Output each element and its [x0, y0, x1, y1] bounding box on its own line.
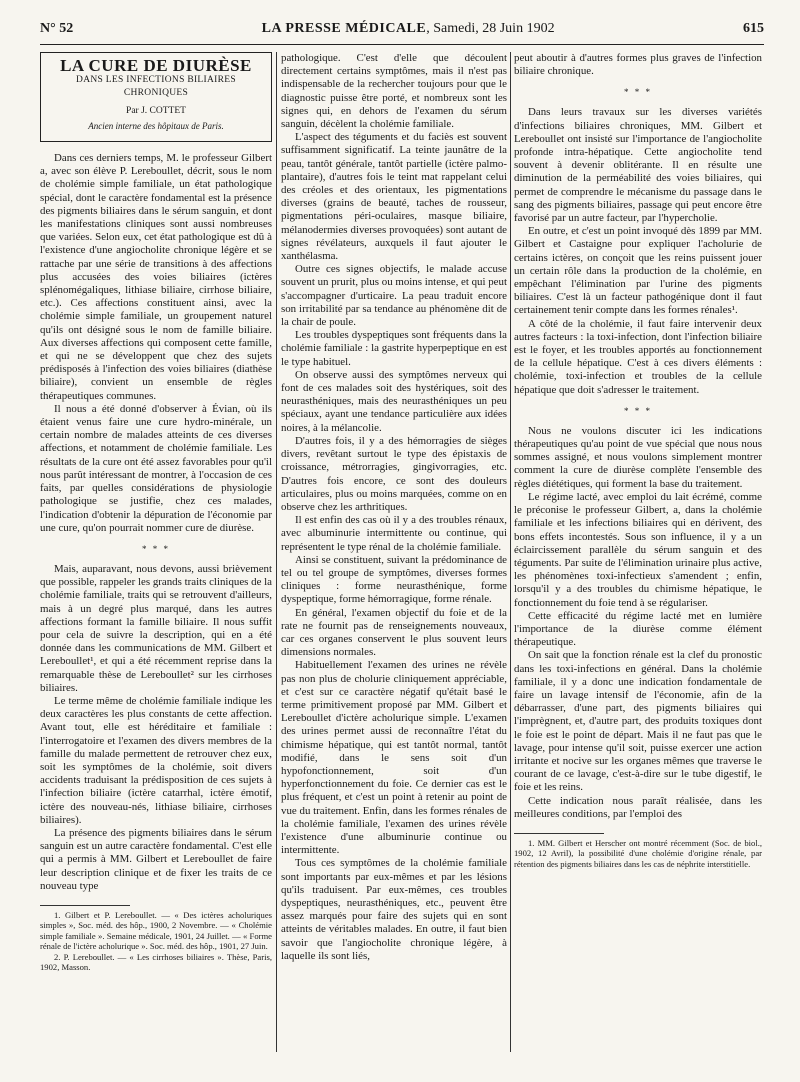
paragraph: La présence des pigments biliaires dans le sérum sanguin est un autre caractère fondamental. C'est elle qui a permis à MM. Gilbert et Lereboullet de faire leur description clinique et de fixer les traits de ce nouveau type — [40, 826, 272, 892]
paragraph: En outre, et c'est un point invoqué dès 1899 par MM. Gilbert et Castaigne pour expliquer l'acholurie de certains ictères, on conçoit que les reins puissent jouer un certain rôle dans la production de la cholémie, en empêchant l'élimination par l'urine des pigments biliaires. C'est là un facteur pathogénique dont il faut certainement tenir compte dans les formes rénales¹. — [514, 225, 762, 317]
paragraph: Cette efficacité du régime lacté met en lumière l'importance de la diurèse comme élément thérapeutique. — [514, 609, 762, 649]
page-header — [40, 14, 764, 45]
section-separator: * * * — [142, 543, 170, 554]
footnote: 1. MM. Gilbert et Herscher ont montré récemment (Soc. de biol., 1902, 12 Avril), la possibilité d'une cholémie d'origine rénale, par rétention des pigments biliaires dans les cas de néphrite interstitielle. — [514, 837, 762, 869]
footnote: 1. Gilbert et P. Lereboullet. — « Des ictères acholuriques simples », Soc. méd. des hôp., 1900, 2 Novembre. — « Cholémie simple familiale ». Semaine médicale, 1901, 24 Juillet. — « Forme rénale de l'ictère acholurique ». Soc. méd. des hôp., 1901, 27 Juin. — [40, 909, 272, 952]
paragraph: Habituellement l'examen des urines ne révèle pas non plus de cholurie cliniquement appréciable, et c'est sur ce caractère négatif qu'était basé le terme primitivement proposé par MM. Gilbert et Lereboullet d'ictère acholurique simple. L'examen des urines permet aussi de reconnaître l'état du chimisme hépatique, qui est tantôt normal, tantôt modifié, dans le sens soit d'un hypofonctionnement, soit d'un hyperfonctionnement du foie. Ce dernier cas est le plus fréquent, et c'est un point à retenir au point de vue du traitement. Enfin, dans les formes rénales de la cholémie familiale, l'examen des urines révèle l'existence d'une albuminurie continue ou intermittente. — [281, 659, 507, 857]
column-1 — [40, 52, 272, 972]
footnote-rule — [40, 905, 130, 906]
section-separator: * * * — [624, 87, 652, 98]
section-separator: * * * — [624, 405, 652, 416]
article-title: LA CURE DE DIURÈSE — [60, 56, 252, 75]
paragraph: Tous ces symptômes de la cholémie familiale sont importants par eux-mêmes et par les lésions qu'ils traduisent. Par eux-mêmes, ces troubles dyspeptiques, neurasthéniques, etc., peuvent être assez marqués pour faire des sujets qui en sont atteints de véritables malades. En outre, il faut bien savoir que l'angiocholite chronique légère, à laquelle ils sont liés, — [281, 857, 507, 962]
paragraph: Outre ces signes objectifs, le malade accuse souvent un prurit, plus ou moins intense, et qui peut s'accompagner d'urticaire. La peau traduit encore son irritabilité par sa tendance au phénomène dit de la chair de poule. — [281, 263, 507, 329]
paragraph: On sait que la fonction rénale est la clef du pronostic dans les toxi-infections en général. Dans la cholémie familiale, il y a donc une indication fondamentale de faire un lavage intensif de l'économie, afin de la débarrasser, d'une part, des pigments biliaires qui l'imprègnent, et, d'autre part, des produits toxiques dont le foie est le point de départ. Mais il ne faut pas que le lavage, pour intense qu'il soit, puisse exercer une action irritante et nocive sur les organes mêmes que traverse le courant de ce lavage, c'est-à-dire sur le tube digestif, le foie et les reins. — [514, 649, 762, 794]
paragraph: Dans ces derniers temps, M. le professeur Gilbert a, avec son élève P. Lereboullet, décrit, sous le nom de cholémie simple familiale, un état pathologique spécial, dont le caractère fondamental est la présence des pigments biliaires dans le sérum sanguin, et dont les manifestations cliniques sont aussi nombreuses que variées. Selon eux, cet état pathologique est dû à l'existence d'une angiocholite chronique légère et se rattache par une série de transitions à des affections plus accusées des voies biliaires (ictères splénomégaliques, lithiase biliaire, cirrhose biliaire, etc.). Ces affections constituent ainsi, avec la cholémie simple familiale, un groupement naturel qu'ils ont désigné sous le nom de famille biliaire. Aux diverses affections qui composent cette famille, et qui ne se développent que chez des sujets prédisposés à l'infection des voies biliaires (diathèse biliaire), convient un ensemble de règles thérapeutiques communes. — [40, 152, 272, 402]
paragraph: Dans leurs travaux sur les diverses variétés d'infections biliaires chroniques, MM. Gilbert et Lereboullet ont insisté sur l'importance de l'angiocholite profonde intra-hépatique. Cette angiocholite tend souvent à devenir oblitérante. Il en résulte une diminution de la perméabilité des voies biliaires, qui permet de comprendre le mécanisme du passage dans le sang des pigments biliaires, passage qui peut encore être favorisé par un autre facteur, par l'hypercholie. — [514, 106, 762, 225]
paragraph: Ainsi se constituent, suivant la prédominance de tel ou tel groupe de symptômes, diverses formes cliniques : forme neurasthénique, forme dyspeptique, forme hémorragique, forme rénale. — [281, 553, 507, 606]
column-divider — [276, 52, 277, 1052]
paragraph: Il est enfin des cas où il y a des troubles rénaux, avec albuminurie intermittente ou continue, qui représentent le type rénal de la cholémie familiale. — [281, 514, 507, 553]
paragraph: Il nous a été donné d'observer à Évian, où ils étaient venus faire une cure hydro-minérale, un certain nombre de malades atteints de ces diverses affections, et notamment de cholémie familiale. Les résultats de la cure ont été assez favorables pour qu'il nous parût intéressant de montrer, à l'occasion de ces faits, par quelles considérations de physiologie pathologique se justifie, chez ces malades, l'indication d'obtenir la dépuration de l'économie par une cure, qu'on pourrait nommer cure de diurèse. — [40, 402, 272, 534]
author-byline: Par J. COTTET — [126, 105, 186, 116]
paragraph: Mais, auparavant, nous devons, aussi brièvement que possible, rappeler les grands traits cliniques de la cholémie familiale, traits qui se retrouvent d'ailleurs, mais à un degré plus marqué, dans les autres affections formant la famille biliaire. Il nous suffit pour cela de suivre la description, qui en a été donnée dans les communications de MM. Gilbert et Lereboullet¹, et qui a été récemment reprise dans la remarquable thèse de Lereboullet² sur les cirrhoses biliaires. — [40, 562, 272, 694]
paragraph: On observe aussi des symptômes nerveux qui font de ces malades soit des hystériques, soit des neurasthéniques, mais des neurasthéniques un peu spéciaux, ayant une tendance particulière aux idées noires, à la mélancolie. — [281, 368, 507, 434]
footnote-rule — [514, 833, 604, 834]
column-2 — [281, 52, 507, 963]
paragraph: pathologique. C'est d'elle que découlent directement certains symptômes, mais il n'est pas indispensable de la rechercher toujours pour que le diagnostic puisse être porté, et nombreux sont les signes qui, en dehors de l'examen du sérum sanguin, décèlent la cholémie familiale. — [281, 52, 507, 131]
column-3 — [514, 52, 762, 869]
paragraph: peut aboutir à d'autres formes plus graves de l'infection biliaire chronique. — [514, 52, 762, 78]
paragraph: A côté de la cholémie, il faut faire intervenir deux autres facteurs : la toxi-infection, dont l'infection biliaire est le foyer, et les troubles apportés au fonctionnement de la cellule hépatique. C'est à ces divers éléments : cholémie, toxi-infection et troubles de la cellule hépatique que doit s'adresser le traitement. — [514, 317, 762, 396]
footnote: 2. P. Lereboullet. — « Les cirrhoses biliaires ». Thèse, Paris, 1902, Masson. — [40, 951, 272, 973]
issue-number: N° 52 — [40, 21, 74, 36]
article-subtitle: DANS LES INFECTIONS BILIAIRES CHRONIQUES — [76, 75, 236, 99]
paragraph: D'autres fois, il y a des hémorragies de sièges divers, revêtant surtout le type des épistaxis de croissance, métrorragies, gingivorragies, etc. D'autres fois encore, ce sont des douleurs articulaires, plus ou moins marquées, comme on en observe chez les arthritiques. — [281, 434, 507, 513]
journal-masthead — [262, 21, 555, 37]
author-note: Ancien interne des hôpitaux de Paris. — [88, 120, 224, 131]
article-title-box — [40, 52, 272, 142]
page-number: 615 — [743, 21, 764, 36]
paragraph: Les troubles dyspeptiques sont fréquents dans la cholémie familiale : la gastrite hyperpeptique en est le type habituel. — [281, 329, 507, 368]
paragraph: Cette indication nous paraît réalisée, dans les meilleures conditions, par l'emploi des — [514, 794, 762, 820]
paragraph: Le terme même de cholémie familiale indique les deux caractères les plus constants de cette affection. Avant tout, elle est héréditaire et familiale : l'interrogatoire et l'examen des divers membres de la famille du malade permettent de retrouver chez eux, soit les symptômes de la cholémie, soit divers accidents traduisant la prédisposition de ces sujets à l'infection biliaire (ictère catarrhal, ictère émotif, ictère des nouveau-nés, lithiase biliaire, cirrhoses biliaires). — [40, 694, 272, 826]
paragraph: L'aspect des téguments et du faciès est souvent suffisamment significatif. La teinte jaunâtre de la peau, tantôt générale, tantôt partielle (ictère palmo-plantaire), d'autres fois le teint mat rappelant celui des créoles et des orientaux, les pigmentations diverses (grains de beauté, taches de rousseur, pigmentations péri-oculaires, masque biliaire, mélanodermies diverses provoquées) sont autant de signes révélateurs, auxquels il faut ajouter le xanthélasma. — [281, 131, 507, 263]
paragraph: Le régime lacté, avec emploi du lait écrémé, comme le préconise le professeur Gilbert, a, dans la cholémie familiale et les infections biliaires qui en dérivent, des bons effets incontestés. Sous son influence, il y a un éclaircissement parallèle du sérum sanguin et des téguments. Par suite de l'élimination urinaire plus active, les phénomènes toxi-infectieux s'amendent ; enfin, lorsqu'il y a des troubles du chimisme hépatique, le fonctionnement du foie tend à se régulariser. — [514, 490, 762, 609]
column-divider — [510, 52, 511, 1052]
issue-date: , Samedi, 28 Juin 1902 — [426, 21, 555, 36]
paragraph: Nous ne voulons discuter ici les indications thérapeutiques qu'au point de vue spécial que nous nous sommes assigné, et nous voulons simplement montrer comment la cure de diurèse complète l'ensemble des règles diététiques, qui forment la base du traitement. — [514, 424, 762, 490]
publication-name: LA PRESSE MÉDICALE — [261, 21, 427, 36]
paragraph: En général, l'examen objectif du foie et de la rate ne fournit pas de renseignements nouveaux, car ces organes conservent le plus souvent leurs dimensions normales. — [281, 606, 507, 659]
